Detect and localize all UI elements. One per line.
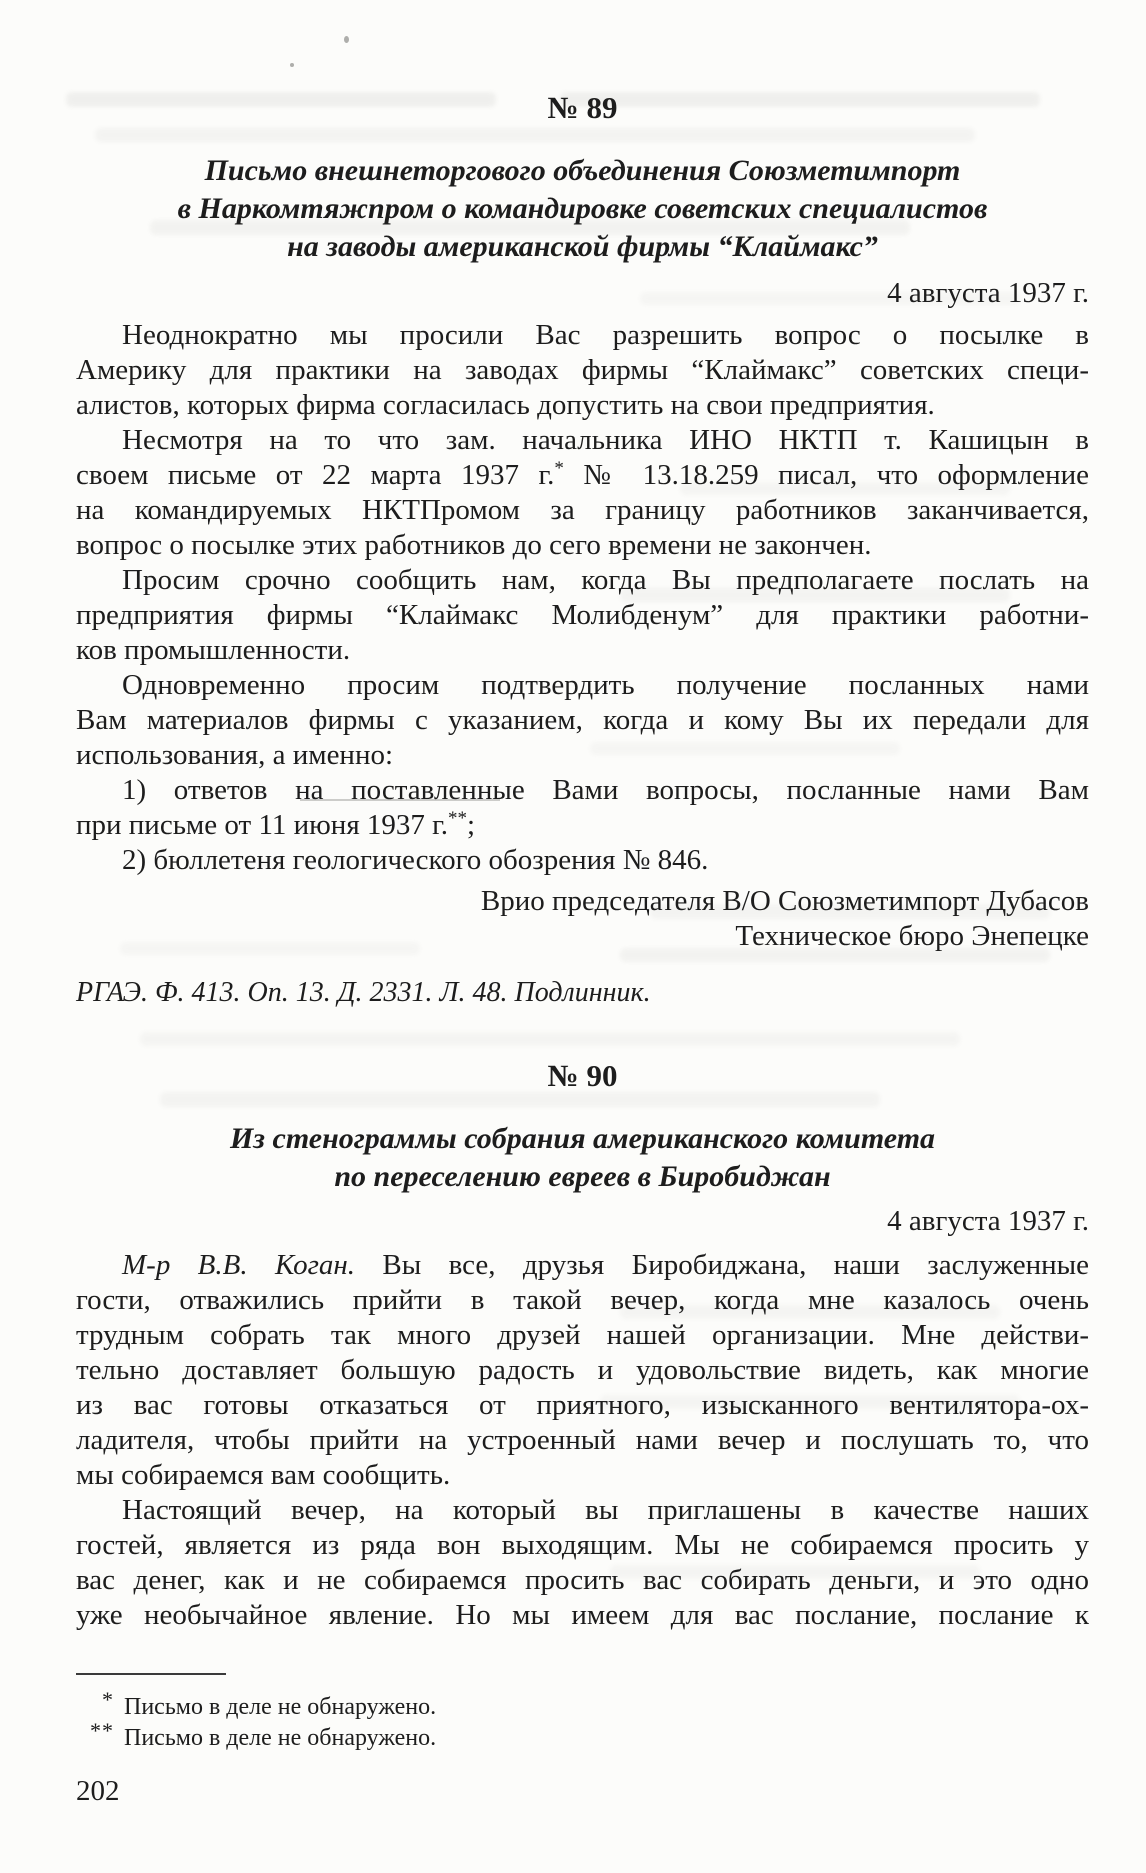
- text-line: [76, 493, 1089, 528]
- text-line: [76, 1388, 1089, 1423]
- text-line: [76, 353, 1089, 388]
- footnote-1: [76, 1687, 1089, 1723]
- text-segment: мы собираемся вам сообщить.: [76, 1459, 451, 1491]
- text-line: [76, 1353, 1089, 1388]
- text-segment: вопрос о посылке этих работников до сего времени не закончен.: [76, 529, 872, 561]
- text-segment: М-р В.В. Коган.: [122, 1249, 356, 1281]
- text-segment: Вам материалов фирмы с указанием, когда и кому Вы их передали для: [76, 704, 1089, 736]
- text-line: [76, 1248, 1089, 1283]
- text-line: [76, 633, 1089, 668]
- text-line: [76, 318, 1089, 353]
- doc89-list-item-2: [76, 843, 1089, 878]
- text-segment: гости, отважились прийти в такой вечер, когда мне казалось очень: [76, 1284, 1089, 1316]
- doc90-title-line: Из стенограммы собрания американского комитета: [229, 1122, 936, 1155]
- text-line: [76, 1598, 1089, 1633]
- text-line: [76, 1318, 1089, 1353]
- footnote-2: [76, 1718, 1089, 1754]
- text-segment: Вы все, друзья Биробиджана, наши заслуженные: [355, 1249, 1089, 1281]
- text-line: [76, 1283, 1089, 1318]
- doc89-paragraph-4: [76, 668, 1089, 773]
- text-line: [76, 598, 1089, 633]
- doc89-paragraph-2: [76, 423, 1089, 563]
- doc89-date: 4 августа 1937 г.: [887, 277, 1089, 309]
- text-segment: Неоднократно мы просили Вас разрешить вопрос о посылке в: [122, 319, 1089, 351]
- text-segment: на командируемых НКТПромом за границу работников заканчивается,: [76, 494, 1089, 526]
- text-segment: 2) бюллетеня геологического обозрения № 846.: [122, 844, 709, 876]
- doc89-title-line: Письмо внешнеторгового объединения Союзметимпорт: [204, 154, 961, 187]
- text-segment: предприятия фирмы “Клаймакс Молибденум” для практики работни-: [76, 599, 1089, 631]
- text-segment: ладителя, чтобы прийти на устроенный нами вечер и послушать то, что: [76, 1424, 1089, 1456]
- text-segment: Америку для практики на заводах фирмы “Клаймакс” советских специ-: [76, 354, 1089, 386]
- text-line: [76, 808, 1089, 843]
- text-line: [76, 563, 1089, 598]
- text-segment: использования, а именно:: [76, 739, 394, 771]
- text-line: [76, 1458, 1089, 1493]
- text-segment: вас денег, как и не собираемся просить вас собирать деньги, и это одно: [76, 1564, 1089, 1596]
- bleed-through-artifact: [160, 1092, 880, 1107]
- footnote-text: Письмо в деле не обнаружено.: [124, 1694, 437, 1720]
- doc90-number: № 90: [547, 1058, 618, 1093]
- footnote-reference-marker: *: [554, 458, 564, 479]
- text-line: [76, 1423, 1089, 1458]
- doc89-paragraph-1: [76, 318, 1089, 423]
- text-segment: трудным собрать так много друзей нашей организации. Мне действи-: [76, 1319, 1089, 1351]
- page-number: 202: [76, 1775, 120, 1807]
- footnote-divider: [76, 1673, 226, 1675]
- text-segment: гостей, является из ряда вон выходящим. Мы не собираемся просить у: [76, 1529, 1089, 1561]
- doc90-title-line: по переселению евреев в Биробиджан: [334, 1160, 831, 1193]
- doc90-body: [76, 1248, 1089, 1633]
- text-line: [76, 1563, 1089, 1598]
- text-segment: алистов, которых фирма согласилась допустить на свои предприятия.: [76, 389, 935, 421]
- text-line: [76, 843, 1089, 878]
- text-line: [76, 773, 1089, 808]
- text-segment: Просим срочно сообщить нам, когда Вы предполагаете послать на: [122, 564, 1089, 596]
- text-line: [76, 528, 1089, 563]
- footnote-reference-marker: **: [448, 808, 468, 829]
- text-segment: из вас готовы отказаться от приятного, изысканного вентилятора-ох-: [76, 1389, 1089, 1421]
- text-line: [76, 1493, 1089, 1528]
- doc89-title: [76, 152, 1089, 266]
- text-line: [76, 668, 1089, 703]
- scan-speck: [290, 63, 294, 67]
- doc89-list-item-1: [76, 773, 1089, 843]
- text-segment: 1) ответов на поставленные Вами вопросы, посланные нами Вам: [122, 774, 1089, 806]
- doc89-body: [76, 318, 1089, 878]
- text-line: [76, 458, 1089, 493]
- scan-speck: [344, 36, 349, 43]
- text-segment: № 13.18.259 писал, что оформление: [563, 459, 1089, 491]
- text-segment: Несмотря на то что зам. начальника ИНО НКТП т. Кашицын в: [122, 424, 1089, 456]
- text-line: [76, 703, 1089, 738]
- text-segment: тельно доставляет большую радость и удовольствие видеть, как многие: [76, 1354, 1089, 1386]
- doc89-number: № 89: [547, 90, 618, 125]
- footnote-marker: *: [102, 1687, 114, 1712]
- doc90-date: 4 августа 1937 г.: [887, 1205, 1089, 1237]
- doc89-signature-line: Врио председателя В/О Союзметимпорт Дубасов: [480, 885, 1089, 917]
- doc89-signature: [76, 884, 1089, 954]
- text-line: [76, 423, 1089, 458]
- text-line: [76, 738, 1089, 773]
- doc89-signature-line: Техническое бюро Энепецке: [735, 920, 1089, 952]
- text-segment: Одновременно просим подтвердить получение посланных нами: [122, 669, 1089, 701]
- bleed-through-artifact: [95, 128, 975, 142]
- text-segment: ков промышленности.: [76, 634, 351, 666]
- text-segment: при письме от 11 июня 1937 г.: [76, 809, 449, 841]
- text-segment: своем письме от 22 марта 1937 г.: [76, 459, 555, 491]
- doc90-paragraph-2: [76, 1493, 1089, 1633]
- footnote-marker: **: [90, 1718, 114, 1743]
- footnote-text: Письмо в деле не обнаружено.: [124, 1725, 437, 1751]
- text-segment: уже необычайное явление. Но мы имеем для вас послание, послание к: [76, 1599, 1089, 1631]
- doc89-title-line: на заводы американской фирмы “Клаймакс”: [287, 230, 878, 263]
- text-line: [76, 388, 1089, 423]
- doc89-title-line: в Наркомтяжпром о командировке советских специалистов: [177, 192, 988, 225]
- text-segment: ;: [467, 809, 476, 841]
- doc90-paragraph-1: [76, 1248, 1089, 1493]
- doc90-title: [76, 1120, 1089, 1196]
- footnotes: [76, 1687, 1089, 1754]
- doc89-paragraph-3: [76, 563, 1089, 668]
- doc89-archive-ref: РГАЭ. Ф. 413. Оп. 13. Д. 2331. Л. 48. Подлинник.: [76, 977, 651, 1008]
- text-line: [76, 1528, 1089, 1563]
- bleed-through-artifact: [140, 1032, 960, 1046]
- text-segment: Настоящий вечер, на который вы приглашены в качестве наших: [122, 1494, 1089, 1526]
